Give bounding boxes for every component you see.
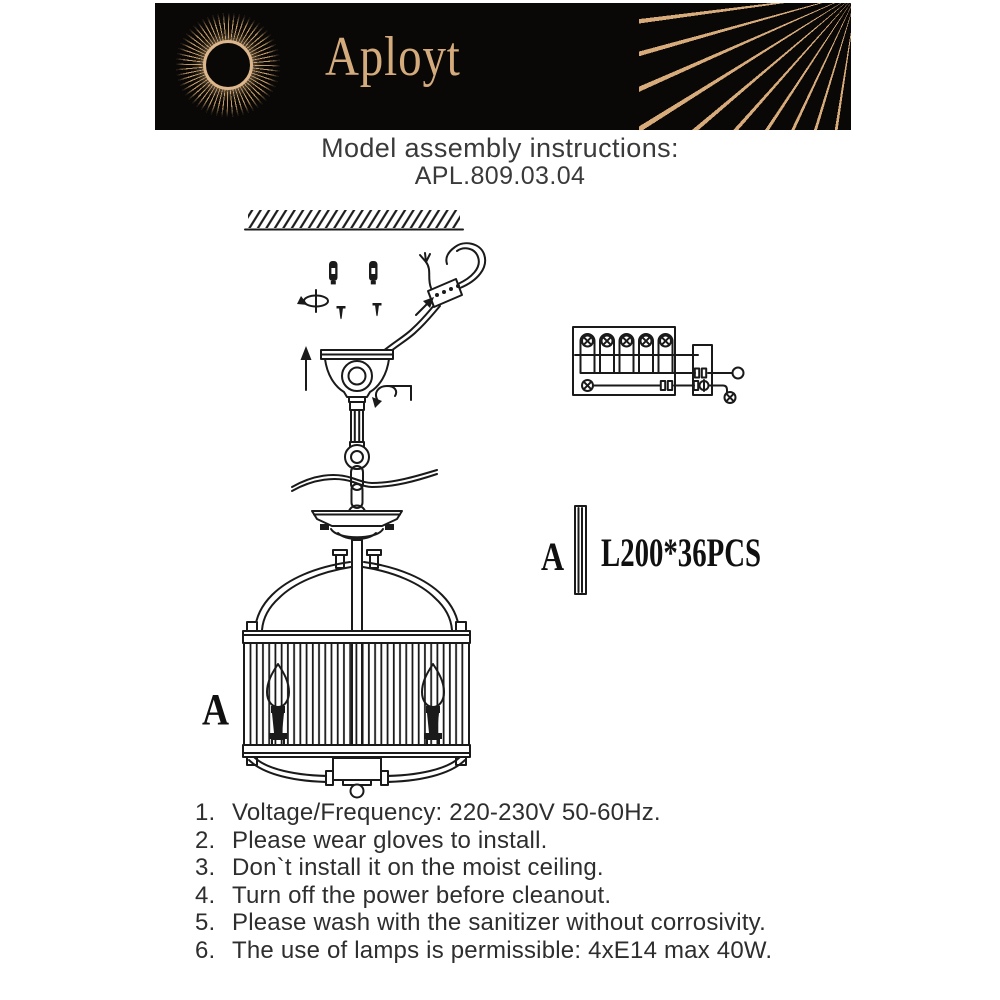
- page-title: Model assembly instructions:: [321, 133, 679, 163]
- instruction-item: [195, 937, 855, 965]
- instruction-item: [195, 909, 855, 937]
- instruction-number: 4.: [195, 881, 216, 909]
- glass-rod-legend-icon: [575, 506, 586, 594]
- instruction-number: 5.: [195, 909, 216, 937]
- instruction-text: Voltage/Frequency: 220-230V 50-60Hz.: [232, 799, 661, 826]
- up-arrow-icon: [301, 346, 312, 390]
- model-number: APL.809.03.04: [414, 162, 586, 190]
- instruction-text: Turn off the power before cleanout.: [232, 881, 612, 909]
- instruction-number: 6.: [195, 936, 216, 964]
- instructions-list: [195, 799, 855, 965]
- instruction-number: 1.: [195, 799, 216, 826]
- instruction-text: Please wash with the sanitizer without corrosivity.: [232, 909, 766, 937]
- mains-wire-connector-drawing: [382, 243, 485, 355]
- legend-label-a: A: [541, 534, 565, 579]
- instruction-item: [195, 882, 855, 910]
- instruction-text: The use of lamps is permissible: 4xE14 max 40W.: [232, 936, 773, 964]
- wiring-diagram: [573, 327, 744, 403]
- legend-spec: L200*36PCS: [601, 530, 762, 575]
- instruction-text: Don`t install it on the moist ceiling.: [232, 854, 604, 882]
- instruction-item: [195, 827, 855, 855]
- part-label-a: A: [202, 685, 230, 734]
- wall-anchor-icon: [329, 261, 378, 284]
- ceiling-hatch: [245, 210, 463, 230]
- screw-icon: [337, 303, 382, 319]
- rotate-screw-icon: [297, 290, 328, 312]
- chandelier-drawing: [243, 506, 470, 798]
- hook-icon: [372, 386, 411, 408]
- instruction-text: Please wear gloves to install.: [232, 826, 548, 854]
- canopy-chain-drawing: [292, 350, 437, 508]
- instruction-item: [195, 854, 855, 882]
- brand-logo-text: Aployt: [325, 26, 461, 88]
- instruction-number: 2.: [195, 826, 216, 854]
- instruction-number: 3.: [195, 854, 216, 882]
- instruction-item: [195, 799, 855, 827]
